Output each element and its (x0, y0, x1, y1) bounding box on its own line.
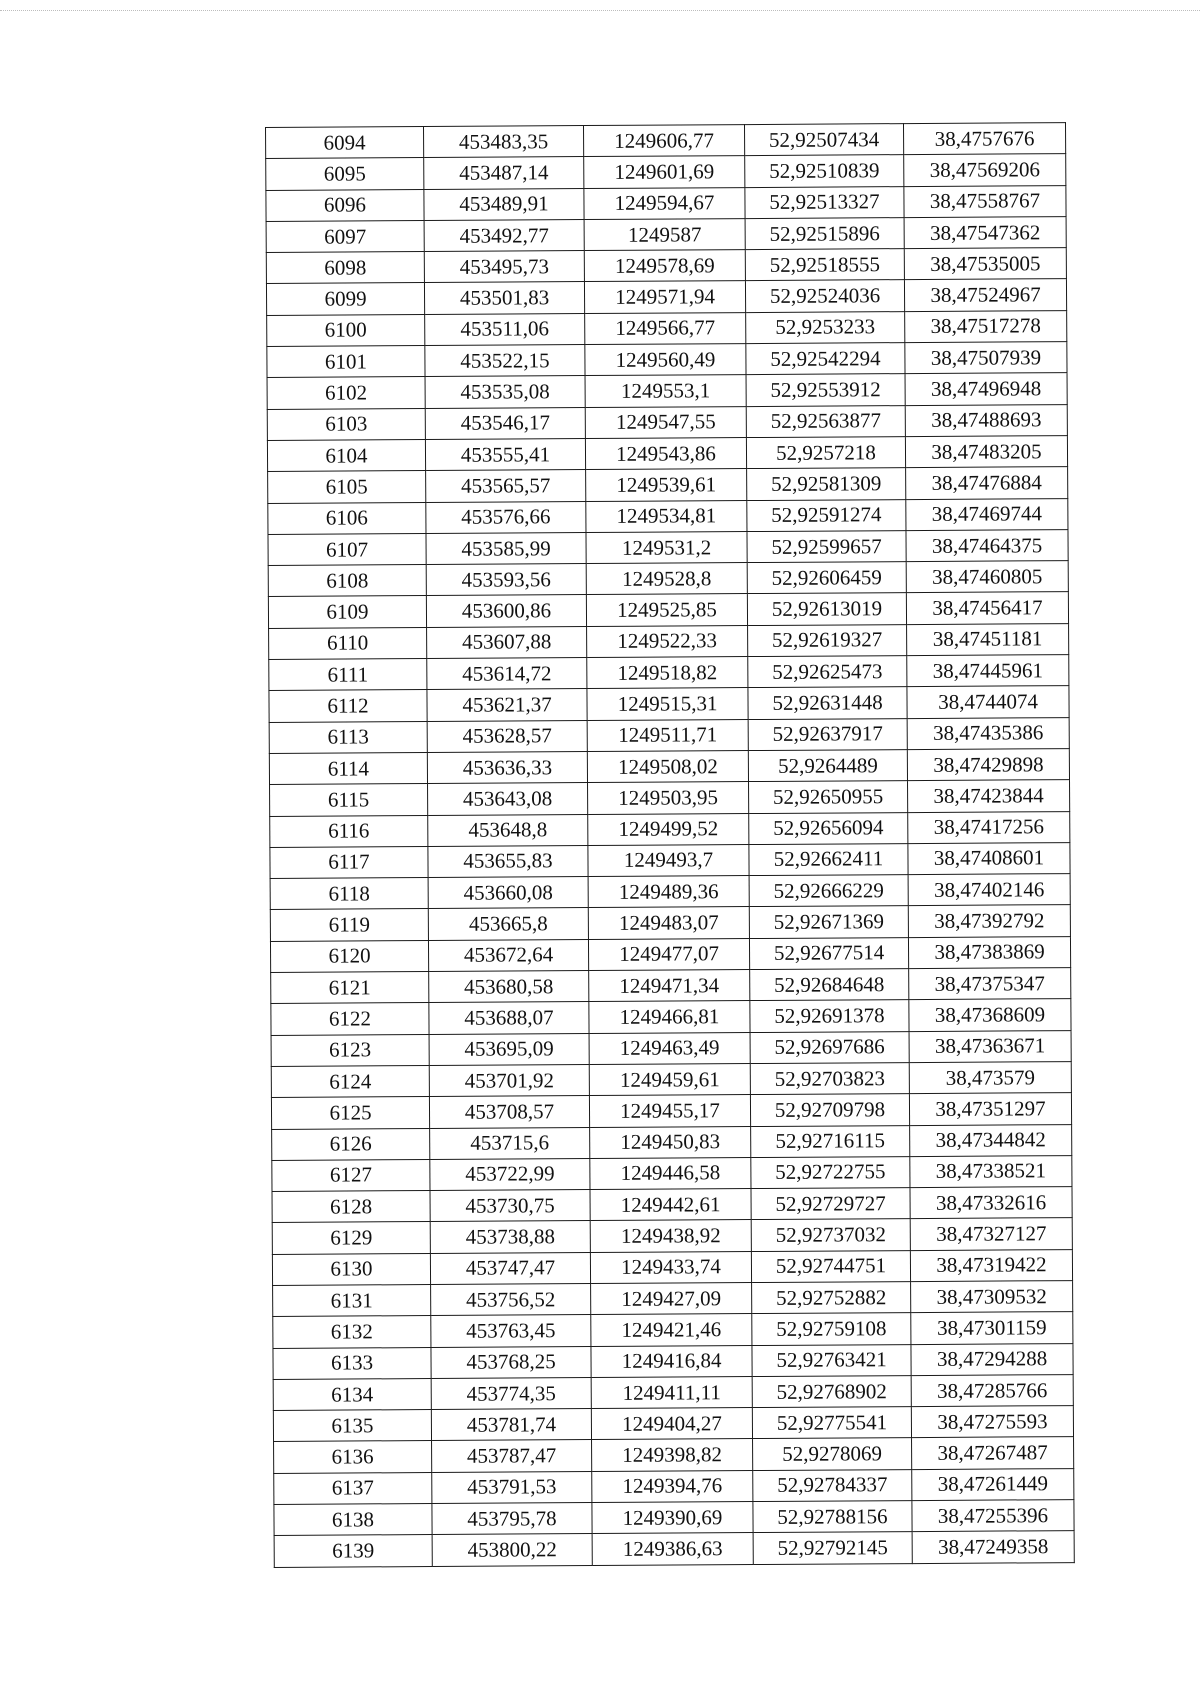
longitude-cell: 38,47275593 (911, 1406, 1073, 1438)
longitude-cell: 38,47535005 (904, 248, 1066, 280)
longitude-cell: 38,47261449 (912, 1468, 1074, 1500)
point-number-cell: 6106 (268, 502, 426, 534)
table-row (269, 623, 1069, 659)
x-coordinate-cell: 453738,88 (430, 1221, 590, 1253)
x-coordinate-cell: 453487,14 (424, 157, 584, 189)
point-number-cell: 6134 (273, 1378, 431, 1410)
latitude-cell: 52,9253233 (746, 311, 905, 343)
longitude-cell: 38,47255396 (912, 1500, 1074, 1532)
table-row (267, 436, 1067, 472)
table-row (268, 529, 1068, 565)
y-coordinate-cell: 1249404,27 (591, 1408, 752, 1440)
x-coordinate-cell: 453791,53 (432, 1471, 592, 1503)
table-row (272, 1187, 1072, 1223)
latitude-cell: 52,92684648 (750, 969, 909, 1001)
point-number-cell: 6135 (273, 1410, 431, 1442)
latitude-cell: 52,92691378 (750, 1000, 909, 1032)
longitude-cell: 38,47507939 (905, 342, 1067, 374)
y-coordinate-cell: 1249433,74 (590, 1251, 751, 1283)
table-row (266, 279, 1066, 315)
table-row (271, 968, 1071, 1004)
x-coordinate-cell: 453643,08 (428, 783, 588, 815)
point-number-cell: 6131 (273, 1284, 431, 1316)
y-coordinate-cell: 1249442,61 (590, 1189, 751, 1221)
y-coordinate-cell: 1249450,83 (590, 1126, 751, 1158)
table-row (266, 123, 1066, 159)
point-number-cell: 6124 (271, 1065, 429, 1097)
longitude-cell: 38,47267487 (912, 1437, 1074, 1469)
longitude-cell: 38,47524967 (904, 279, 1066, 311)
x-coordinate-cell: 453585,99 (426, 532, 586, 564)
latitude-cell: 52,92792145 (753, 1532, 912, 1564)
longitude-cell: 38,47435386 (907, 717, 1069, 749)
point-number-cell: 6122 (271, 1003, 429, 1035)
table-row (274, 1531, 1074, 1567)
x-coordinate-cell: 453614,72 (427, 658, 587, 690)
latitude-cell: 52,92631448 (748, 687, 907, 719)
longitude-cell: 38,47309532 (911, 1281, 1073, 1313)
point-number-cell: 6117 (270, 846, 428, 878)
point-number-cell: 6111 (269, 659, 427, 691)
y-coordinate-cell: 1249539,61 (586, 469, 747, 501)
x-coordinate-cell: 453546,17 (425, 407, 585, 439)
y-coordinate-cell: 1249471,34 (589, 970, 750, 1002)
x-coordinate-cell: 453565,57 (426, 470, 586, 502)
table-row (266, 185, 1066, 221)
point-number-cell: 6110 (269, 627, 427, 659)
longitude-cell: 38,47375347 (909, 968, 1071, 1000)
latitude-cell: 52,92656094 (749, 812, 908, 844)
x-coordinate-cell: 453701,92 (429, 1064, 589, 1096)
x-coordinate-cell: 453672,64 (428, 939, 588, 971)
longitude-cell: 38,47423844 (908, 780, 1070, 812)
x-coordinate-cell: 453655,83 (428, 845, 588, 877)
point-number-cell: 6097 (266, 220, 424, 252)
latitude-cell: 52,92666229 (749, 875, 908, 907)
y-coordinate-cell: 1249547,55 (585, 406, 746, 438)
x-coordinate-cell: 453483,35 (424, 126, 584, 158)
y-coordinate-cell: 1249560,49 (585, 344, 746, 376)
latitude-cell: 52,92716115 (751, 1125, 910, 1157)
point-number-cell: 6114 (269, 752, 427, 784)
longitude-cell: 38,47496948 (905, 373, 1067, 405)
y-coordinate-cell: 1249515,31 (587, 688, 748, 720)
longitude-cell: 38,4757676 (903, 123, 1065, 155)
x-coordinate-cell: 453730,75 (430, 1190, 590, 1222)
longitude-cell: 38,47332616 (910, 1187, 1072, 1219)
point-number-cell: 6126 (272, 1128, 430, 1160)
x-coordinate-cell: 453636,33 (427, 751, 587, 783)
x-coordinate-cell: 453607,88 (427, 626, 587, 658)
y-coordinate-cell: 1249528,8 (586, 563, 747, 595)
x-coordinate-cell: 453489,91 (424, 188, 584, 220)
longitude-cell: 38,47249358 (912, 1531, 1074, 1563)
longitude-cell: 38,47488693 (905, 404, 1067, 436)
table-row (270, 842, 1070, 878)
x-coordinate-cell: 453492,77 (424, 219, 584, 251)
x-coordinate-cell: 453495,73 (424, 251, 584, 283)
y-coordinate-cell: 1249594,67 (584, 187, 745, 219)
table-row (271, 1061, 1071, 1097)
y-coordinate-cell: 1249421,46 (591, 1314, 752, 1346)
point-number-cell: 6130 (272, 1253, 430, 1285)
y-coordinate-cell: 1249553,1 (585, 375, 746, 407)
point-number-cell: 6108 (268, 565, 426, 597)
longitude-cell: 38,47517278 (905, 310, 1067, 342)
latitude-cell: 52,92775541 (752, 1407, 911, 1439)
y-coordinate-cell: 1249522,33 (587, 625, 748, 657)
table-row (270, 811, 1070, 847)
x-coordinate-cell: 453535,08 (425, 376, 585, 408)
scan-edge-line (0, 10, 1200, 11)
y-coordinate-cell: 1249503,95 (588, 782, 749, 814)
latitude-cell: 52,92515896 (745, 217, 904, 249)
latitude-cell: 52,92677514 (749, 937, 908, 969)
table-row (273, 1406, 1073, 1442)
table-row (267, 373, 1067, 409)
point-number-cell: 6094 (266, 127, 424, 159)
point-number-cell: 6105 (268, 471, 426, 503)
y-coordinate-cell: 1249606,77 (583, 125, 744, 157)
table-row (269, 655, 1069, 691)
y-coordinate-cell: 1249511,71 (587, 719, 748, 751)
x-coordinate-cell: 453648,8 (428, 814, 588, 846)
table-row (270, 874, 1070, 910)
x-coordinate-cell: 453600,86 (426, 595, 586, 627)
table-row (272, 1249, 1072, 1285)
x-coordinate-cell: 453665,8 (428, 908, 588, 940)
point-number-cell: 6103 (267, 408, 425, 440)
table-row (272, 1155, 1072, 1191)
table-row (269, 686, 1069, 722)
point-number-cell: 6101 (267, 346, 425, 378)
latitude-cell: 52,92784337 (753, 1469, 912, 1501)
x-coordinate-cell: 453511,06 (425, 313, 585, 345)
y-coordinate-cell: 1249543,86 (585, 438, 746, 470)
y-coordinate-cell: 1249518,82 (587, 657, 748, 689)
point-number-cell: 6109 (268, 596, 426, 628)
table-row (272, 1218, 1072, 1254)
longitude-cell: 38,47429898 (907, 749, 1069, 781)
table-row (268, 498, 1068, 534)
point-number-cell: 6127 (272, 1159, 430, 1191)
latitude-cell: 52,92563877 (746, 405, 905, 437)
latitude-cell: 52,92591274 (747, 499, 906, 531)
table-row (268, 467, 1068, 503)
y-coordinate-cell: 1249411,11 (591, 1376, 752, 1408)
latitude-cell: 52,92671369 (749, 906, 908, 938)
latitude-cell: 52,92599657 (747, 530, 906, 562)
x-coordinate-cell: 453593,56 (426, 564, 586, 596)
table-row (270, 905, 1070, 941)
table-row (269, 717, 1069, 753)
y-coordinate-cell: 1249587 (584, 218, 745, 250)
table-row (266, 248, 1066, 284)
longitude-cell: 38,4744074 (907, 686, 1069, 718)
longitude-cell: 38,47464375 (906, 529, 1068, 561)
table-row (273, 1374, 1073, 1410)
x-coordinate-cell: 453800,22 (432, 1534, 592, 1566)
latitude-cell: 52,92510839 (745, 155, 904, 187)
y-coordinate-cell: 1249499,52 (588, 813, 749, 845)
longitude-cell: 38,47558767 (904, 185, 1066, 217)
longitude-cell: 38,47344842 (910, 1124, 1072, 1156)
x-coordinate-cell: 453522,15 (425, 345, 585, 377)
y-coordinate-cell: 1249489,36 (588, 876, 749, 908)
latitude-cell: 52,92518555 (745, 249, 904, 281)
x-coordinate-cell: 453756,52 (431, 1284, 591, 1316)
longitude-cell: 38,47445961 (907, 655, 1069, 687)
x-coordinate-cell: 453795,78 (432, 1503, 592, 1535)
point-number-cell: 6112 (269, 690, 427, 722)
table-row (270, 780, 1070, 816)
coordinates-table (265, 122, 1075, 1568)
point-number-cell: 6133 (273, 1347, 431, 1379)
point-number-cell: 6115 (270, 784, 428, 816)
y-coordinate-cell: 1249390,69 (592, 1502, 753, 1534)
latitude-cell: 52,92703823 (750, 1062, 909, 1094)
y-coordinate-cell: 1249438,92 (590, 1220, 751, 1252)
x-coordinate-cell: 453576,66 (426, 501, 586, 533)
longitude-cell: 38,47483205 (905, 436, 1067, 468)
latitude-cell: 52,92507434 (744, 124, 903, 156)
latitude-cell: 52,92606459 (747, 562, 906, 594)
latitude-cell: 52,92768902 (752, 1375, 911, 1407)
x-coordinate-cell: 453660,08 (428, 877, 588, 909)
table-row (271, 1093, 1071, 1129)
latitude-cell: 52,92650955 (749, 781, 908, 813)
table-row (273, 1281, 1073, 1317)
x-coordinate-cell: 453763,45 (431, 1315, 591, 1347)
latitude-cell: 52,9264489 (748, 750, 907, 782)
y-coordinate-cell: 1249455,17 (589, 1095, 750, 1127)
table-row (267, 310, 1067, 346)
x-coordinate-cell: 453708,57 (429, 1096, 589, 1128)
table-row (269, 749, 1069, 785)
y-coordinate-cell: 1249571,94 (584, 281, 745, 313)
x-coordinate-cell: 453787,47 (432, 1440, 592, 1472)
y-coordinate-cell: 1249493,7 (588, 844, 749, 876)
point-number-cell: 6129 (272, 1222, 430, 1254)
point-number-cell: 6116 (270, 815, 428, 847)
x-coordinate-cell: 453501,83 (424, 282, 584, 314)
longitude-cell: 38,47547362 (904, 216, 1066, 248)
latitude-cell: 52,92542294 (746, 343, 905, 375)
y-coordinate-cell: 1249601,69 (584, 156, 745, 188)
table-row (267, 404, 1067, 440)
coordinates-table-body (266, 123, 1075, 1568)
point-number-cell: 6136 (274, 1441, 432, 1473)
longitude-cell: 38,47476884 (906, 467, 1068, 499)
longitude-cell: 38,47338521 (910, 1155, 1072, 1187)
table-row (266, 216, 1066, 252)
point-number-cell: 6123 (271, 1034, 429, 1066)
latitude-cell: 52,92729727 (751, 1188, 910, 1220)
latitude-cell: 52,92759108 (752, 1313, 911, 1345)
y-coordinate-cell: 1249463,49 (589, 1032, 750, 1064)
point-number-cell: 6104 (267, 439, 425, 471)
latitude-cell: 52,92744751 (751, 1250, 910, 1282)
x-coordinate-cell: 453774,35 (431, 1377, 591, 1409)
x-coordinate-cell: 453680,58 (429, 971, 589, 1003)
table-row (266, 154, 1066, 190)
y-coordinate-cell: 1249578,69 (584, 250, 745, 282)
longitude-cell: 38,47319422 (910, 1249, 1072, 1281)
latitude-cell: 52,92662411 (749, 843, 908, 875)
longitude-cell: 38,47363671 (909, 1030, 1071, 1062)
longitude-cell: 38,47456417 (906, 592, 1068, 624)
point-number-cell: 6139 (274, 1535, 432, 1567)
point-number-cell: 6096 (266, 189, 424, 221)
longitude-cell: 38,47469744 (906, 498, 1068, 530)
x-coordinate-cell: 453628,57 (427, 720, 587, 752)
point-number-cell: 6102 (267, 377, 425, 409)
y-coordinate-cell: 1249459,61 (589, 1063, 750, 1095)
x-coordinate-cell: 453688,07 (429, 1002, 589, 1034)
latitude-cell: 52,92553912 (746, 374, 905, 406)
table-row (268, 592, 1068, 628)
point-number-cell: 6100 (267, 314, 425, 346)
longitude-cell: 38,47383869 (908, 936, 1070, 968)
latitude-cell: 52,92722755 (751, 1156, 910, 1188)
x-coordinate-cell: 453555,41 (425, 439, 585, 471)
y-coordinate-cell: 1249525,85 (586, 594, 747, 626)
table-row (274, 1468, 1074, 1504)
table-row (267, 342, 1067, 378)
table-row (273, 1343, 1073, 1379)
y-coordinate-cell: 1249508,02 (587, 750, 748, 782)
longitude-cell: 38,47408601 (908, 842, 1070, 874)
longitude-cell: 38,47368609 (909, 999, 1071, 1031)
y-coordinate-cell: 1249386,63 (592, 1533, 753, 1565)
coordinates-table-container (265, 122, 1074, 1568)
table-row (273, 1312, 1073, 1348)
point-number-cell: 6113 (269, 721, 427, 753)
y-coordinate-cell: 1249394,76 (592, 1470, 753, 1502)
latitude-cell: 52,92637917 (748, 718, 907, 750)
latitude-cell: 52,92524036 (745, 280, 904, 312)
latitude-cell: 52,92619327 (748, 624, 907, 656)
longitude-cell: 38,47301159 (911, 1312, 1073, 1344)
longitude-cell: 38,473579 (909, 1061, 1071, 1093)
latitude-cell: 52,92581309 (747, 468, 906, 500)
latitude-cell: 52,92697686 (750, 1031, 909, 1063)
longitude-cell: 38,47460805 (906, 561, 1068, 593)
y-coordinate-cell: 1249477,07 (588, 938, 749, 970)
longitude-cell: 38,47402146 (908, 874, 1070, 906)
table-row (268, 561, 1068, 597)
point-number-cell: 6137 (274, 1472, 432, 1504)
point-number-cell: 6125 (271, 1097, 429, 1129)
longitude-cell: 38,47392792 (908, 905, 1070, 937)
x-coordinate-cell: 453695,09 (429, 1033, 589, 1065)
y-coordinate-cell: 1249398,82 (592, 1439, 753, 1471)
point-number-cell: 6098 (266, 252, 424, 284)
longitude-cell: 38,47417256 (908, 811, 1070, 843)
y-coordinate-cell: 1249566,77 (585, 312, 746, 344)
point-number-cell: 6099 (266, 283, 424, 315)
latitude-cell: 52,92709798 (750, 1094, 909, 1126)
x-coordinate-cell: 453621,37 (427, 689, 587, 721)
longitude-cell: 38,47569206 (904, 154, 1066, 186)
latitude-cell: 52,92763421 (752, 1344, 911, 1376)
point-number-cell: 6120 (270, 940, 428, 972)
point-number-cell: 6119 (270, 909, 428, 941)
latitude-cell: 52,92752882 (752, 1282, 911, 1314)
y-coordinate-cell: 1249446,58 (590, 1157, 751, 1189)
y-coordinate-cell: 1249531,2 (586, 531, 747, 563)
x-coordinate-cell: 453781,74 (431, 1409, 591, 1441)
latitude-cell: 52,92625473 (748, 656, 907, 688)
y-coordinate-cell: 1249483,07 (588, 907, 749, 939)
longitude-cell: 38,47327127 (910, 1218, 1072, 1250)
longitude-cell: 38,47294288 (911, 1343, 1073, 1375)
latitude-cell: 52,92513327 (745, 186, 904, 218)
point-number-cell: 6095 (266, 158, 424, 190)
x-coordinate-cell: 453722,99 (430, 1158, 590, 1190)
table-row (274, 1500, 1074, 1536)
y-coordinate-cell: 1249416,84 (591, 1345, 752, 1377)
y-coordinate-cell: 1249534,81 (586, 500, 747, 532)
point-number-cell: 6132 (273, 1316, 431, 1348)
longitude-cell: 38,47351297 (909, 1093, 1071, 1125)
y-coordinate-cell: 1249427,09 (591, 1283, 752, 1315)
table-row (271, 999, 1071, 1035)
x-coordinate-cell: 453768,25 (431, 1346, 591, 1378)
table-row (271, 1030, 1071, 1066)
table-row (272, 1124, 1072, 1160)
point-number-cell: 6128 (272, 1191, 430, 1223)
point-number-cell: 6107 (268, 533, 426, 565)
latitude-cell: 52,92737032 (751, 1219, 910, 1251)
table-row (270, 936, 1070, 972)
longitude-cell: 38,47451181 (907, 623, 1069, 655)
x-coordinate-cell: 453715,6 (430, 1127, 590, 1159)
point-number-cell: 6118 (270, 878, 428, 910)
latitude-cell: 52,9278069 (753, 1438, 912, 1470)
latitude-cell: 52,9257218 (746, 437, 905, 469)
y-coordinate-cell: 1249466,81 (589, 1001, 750, 1033)
latitude-cell: 52,92613019 (747, 593, 906, 625)
point-number-cell: 6121 (271, 972, 429, 1004)
table-row (274, 1437, 1074, 1473)
x-coordinate-cell: 453747,47 (430, 1252, 590, 1284)
point-number-cell: 6138 (274, 1504, 432, 1536)
longitude-cell: 38,47285766 (911, 1374, 1073, 1406)
latitude-cell: 52,92788156 (753, 1501, 912, 1533)
